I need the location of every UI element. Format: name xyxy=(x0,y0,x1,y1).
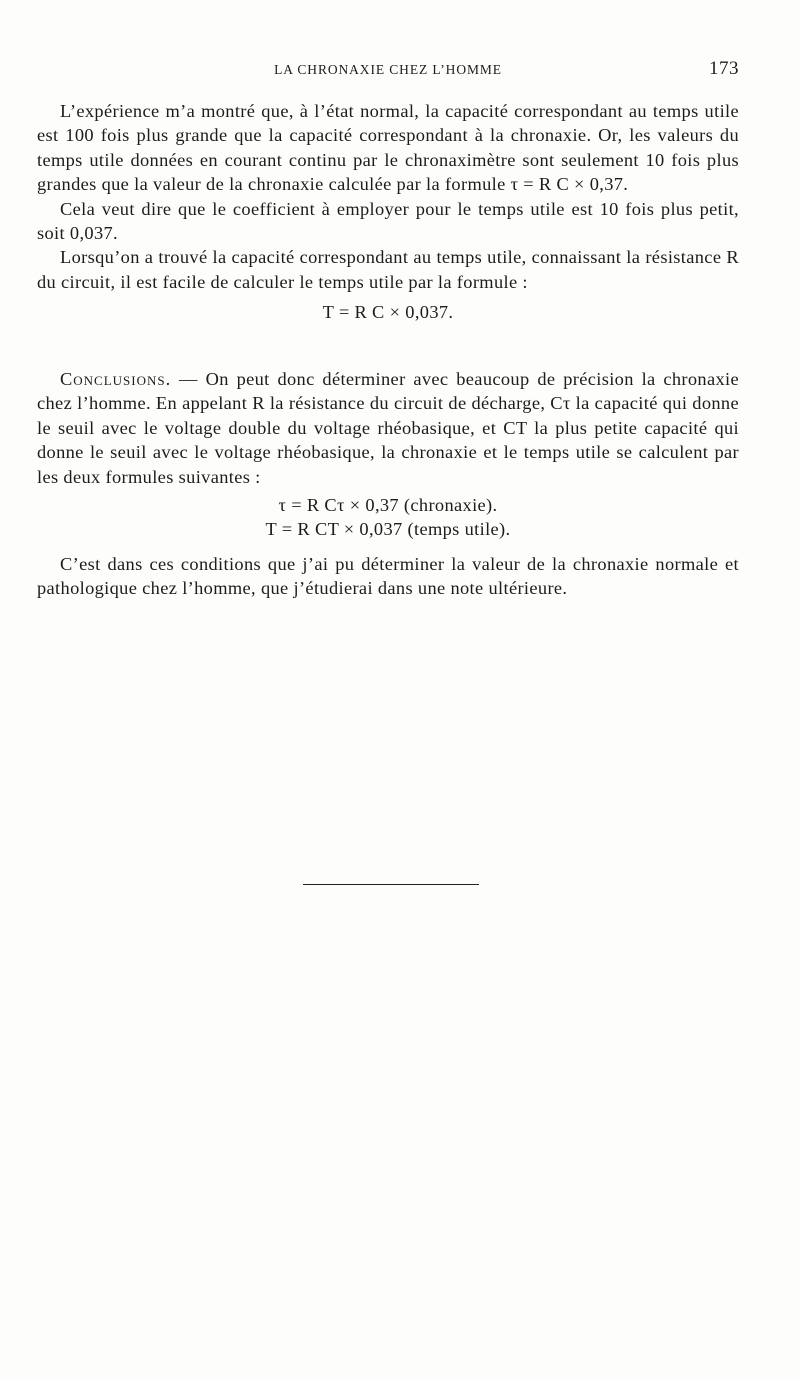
page-number: 173 xyxy=(709,58,739,79)
closing-rule xyxy=(303,884,479,885)
paragraph-experience: L’expérience m’a montré que, à l’état normal, la capacité correspondant au temps utile est 100 fois plus grande que la capacité correspondant à la chronaxie. Or, les valeurs du temps utile données en courant continu par le chronaximètre sont seulement 10 fois plus grandes que la valeur de la chronaxie calculée par la formule τ = R C × 0,37. xyxy=(37,101,739,195)
paragraph-coefficient: Cela veut dire que le coefficient à employer pour le temps utile est 10 fois plus petit, soit 0,037. xyxy=(37,198,739,244)
text-block-conclusions xyxy=(37,367,739,601)
formula-chronaxie: τ = R Cτ × 0,37 (chronaxie). xyxy=(278,495,498,516)
conclusions-heading: Conclusions. xyxy=(60,369,172,389)
running-title: LA CHRONAXIE CHEZ L’HOMME xyxy=(274,62,502,77)
conclusions-text: — On peut donc déterminer avec beaucoup de précision la chronaxie chez l’homme. En appelant R la résistance du circuit de décharge, Cτ la capacité qui donne le seuil avec le voltage double du voltage rhéobasique, et CT la plus petite capacité qui donne le seuil avec le voltage rhéobasique, la chronaxie et le temps utile se calculent par les deux formules suivantes : xyxy=(37,369,739,487)
text-block-top xyxy=(37,99,739,325)
paragraph-final: C’est dans ces conditions que j’ai pu déterminer la valeur de la chronaxie normale et pathologique chez l’homme, que j’étudierai dans une note ultérieure. xyxy=(37,553,739,599)
running-header xyxy=(37,58,739,82)
formula-temps-utile-final: T = R CT × 0,037 (temps utile). xyxy=(265,519,511,540)
paragraph-temps-utile: Lorsqu’on a trouvé la capacité correspondant au temps utile, connaissant la résistance R du circuit, il est facile de calculer le temps utile par la formule : xyxy=(37,247,739,292)
formula-temps-utile: T = R C × 0,037. xyxy=(322,302,454,323)
paragraph-conclusions xyxy=(37,367,739,489)
